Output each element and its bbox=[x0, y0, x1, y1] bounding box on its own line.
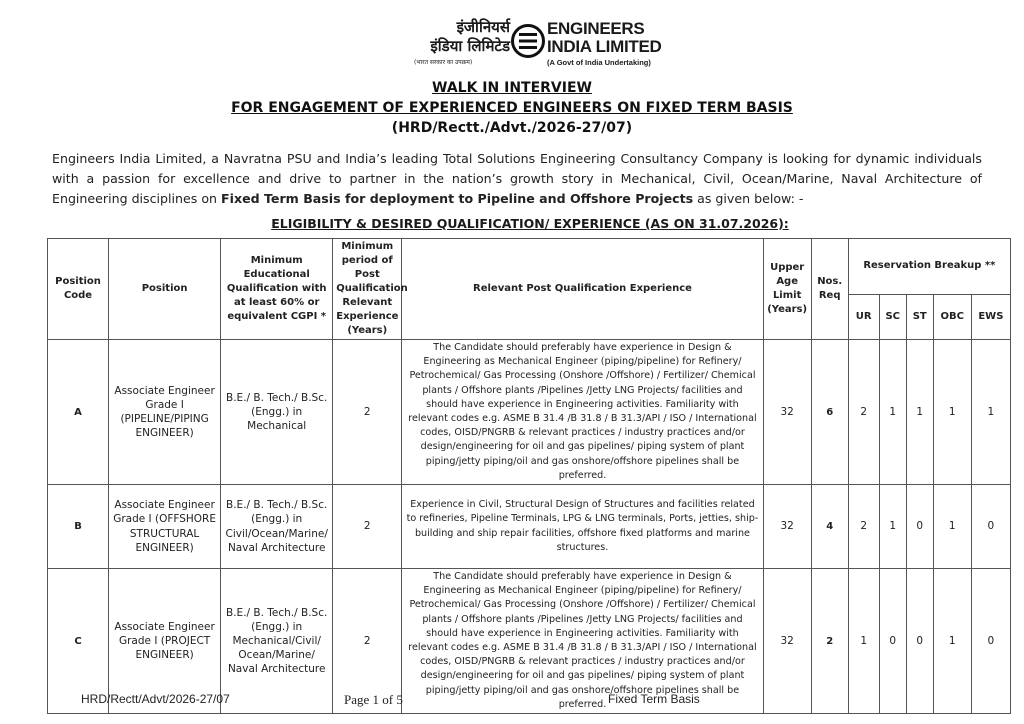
header-upper-age: Upper Age Limit (Years) bbox=[763, 239, 811, 340]
row-position-code: C bbox=[48, 569, 109, 714]
row-sc: 0 bbox=[879, 569, 906, 714]
row-qualification: B.E./ B. Tech./ B.Sc. (Engg.) in Mechanical/Civil/ Ocean/Marine/ Naval Architecture bbox=[221, 569, 333, 714]
row-experience: The Candidate should preferably have experience in Design & Engineering as Mechanical Engineer (piping/pipeline) for Refinery/ Petrochemical/ Gas Processing (Onshore /Offshore) / Fertilizer/ Chemical plants / Offshore plants /Pipelines /Jetty LNG Projects/ facilities and should have experience in Engineering activities. Familiarity with relevant codes e.g. ASME B 31.4 /B 31.8 / B 31.3/API / ISO / International codes, OISD/PNGRB & relevant practices / industry practices and/or design/engineering for oil and gas pipelines/ piping system of plant piping/jetty piping/oil and gas onshore/offshore pipelines shall be preferred. bbox=[402, 569, 763, 714]
row-qualification: B.E./ B. Tech./ B.Sc. (Engg.) in Mechanical bbox=[221, 340, 333, 485]
row-st: 0 bbox=[906, 485, 933, 569]
row-position-code: B bbox=[48, 485, 109, 569]
row-ews: 0 bbox=[971, 569, 1010, 714]
header-reservation: Reservation Breakup ** bbox=[848, 239, 1010, 295]
row-min-experience: 2 bbox=[333, 485, 402, 569]
logo-english-name bbox=[547, 20, 661, 56]
eligibility-table bbox=[47, 238, 1011, 714]
row-qualification: B.E./ B. Tech./ B.Sc. (Engg.) in Civil/Ocean/Marine/ Naval Architecture bbox=[221, 485, 333, 569]
header-obc: OBC bbox=[933, 294, 971, 339]
row-age-limit: 32 bbox=[763, 569, 811, 714]
company-logo bbox=[392, 18, 692, 70]
eligibility-heading: ELIGIBILITY & DESIRED QUALIFICATION/ EXPERIENCE (AS ON 31.07.2026): bbox=[271, 216, 789, 231]
row-obc: 1 bbox=[933, 569, 971, 714]
advertisement-reference: (HRD/Rectt./Advt./2026-27/07) bbox=[391, 120, 633, 136]
row-experience: Experience in Civil, Structural Design of Structures and facilities related to refineries, Pipeline Terminals, LPG & LNG terminals, Ports, jetties, ship-building and ship repair facilities, offshore fixed platforms and marine structures. bbox=[402, 485, 763, 569]
row-position: Associate Engineer Grade I (PIPELINE/PIPING ENGINEER) bbox=[109, 340, 221, 485]
row-position-code: A bbox=[48, 340, 109, 485]
intro-text: Engineers India Limited, a Navratna PSU and India’s leading Total Solutions Engineering Consultancy Company is looking for dynamic individuals with a passion for excellence and drive to partner in the nation’s growth story in Mechanical, Civil, Ocean/Marine, Naval Architecture of Engineering disciplines on bbox=[52, 151, 982, 206]
title-engagement: FOR ENGAGEMENT OF EXPERIENCED ENGINEERS ON FIXED TERM BASIS bbox=[231, 100, 793, 116]
intro-bold-text: Fixed Term Basis for deployment to Pipeline and Offshore Projects bbox=[221, 191, 694, 206]
title-walk-in: WALK IN INTERVIEW bbox=[432, 80, 592, 96]
logo-hindi-line2: इंडिया लिमिटेड bbox=[430, 37, 510, 55]
logo-english-tagline: (A Govt of India Undertaking) bbox=[547, 58, 651, 67]
row-obc: 1 bbox=[933, 340, 971, 485]
row-sc: 1 bbox=[879, 485, 906, 569]
header-ur: UR bbox=[848, 294, 879, 339]
row-st: 1 bbox=[906, 340, 933, 485]
intro-end-text: as given below: - bbox=[693, 191, 804, 206]
row-experience: The Candidate should preferably have experience in Design & Engineering as Mechanical Engineer (piping/pipeline) for Refinery/ Petrochemical/ Gas Processing (Onshore /Offshore) / Fertilizer/ Chemical plants / Offshore plants /Pipelines /Jetty LNG Projects/ facilities and should have experience in Engineering activities. Familiarity with relevant codes e.g. ASME B 31.4 /B 31.8 / B 31.3/API / ISO / International codes, OISD/PNGRB & relevant practices / industry practices and/or design/engineering for oil and gas pipelines/ piping system of plant piping/jetty piping/oil and gas onshore/offshore pipelines shall be preferred. bbox=[402, 340, 763, 485]
header-nos-req: Nos. Req bbox=[811, 239, 848, 340]
row-nos-req: 4 bbox=[811, 485, 848, 569]
row-ur: 1 bbox=[848, 569, 879, 714]
table-row bbox=[48, 485, 1011, 569]
row-ur: 2 bbox=[848, 340, 879, 485]
row-age-limit: 32 bbox=[763, 340, 811, 485]
row-nos-req: 2 bbox=[811, 569, 848, 714]
header-ews: EWS bbox=[971, 294, 1010, 339]
header-relevant-experience: Relevant Post Qualification Experience bbox=[402, 239, 763, 340]
row-age-limit: 32 bbox=[763, 485, 811, 569]
header-min-qualification: Minimum Educational Qualification with at least 60% or equivalent CGPI * bbox=[221, 239, 333, 340]
logo-english-line2: INDIA LIMITED bbox=[547, 37, 662, 56]
row-nos-req: 6 bbox=[811, 340, 848, 485]
row-st: 0 bbox=[906, 569, 933, 714]
footer-reference: HRD/Rectt/Advt/2026-27/07 bbox=[81, 692, 230, 706]
eil-emblem-icon bbox=[511, 24, 545, 58]
table-header-row bbox=[48, 239, 1011, 295]
footer-page-number: Page 1 of 5 bbox=[344, 692, 403, 707]
logo-hindi-name bbox=[392, 18, 510, 56]
row-ur: 2 bbox=[848, 485, 879, 569]
row-sc: 1 bbox=[879, 340, 906, 485]
footer-basis: Fixed Term Basis bbox=[608, 692, 700, 706]
logo-english-line1: ENGINEERS bbox=[547, 19, 645, 38]
row-obc: 1 bbox=[933, 485, 971, 569]
table-row bbox=[48, 340, 1011, 485]
logo-hindi-line1: इंजीनियर्स bbox=[456, 18, 510, 36]
row-ews: 0 bbox=[971, 485, 1010, 569]
row-ews: 1 bbox=[971, 340, 1010, 485]
row-min-experience: 2 bbox=[333, 569, 402, 714]
intro-paragraph bbox=[52, 149, 982, 209]
header-min-experience: Minimum period of Post Qualification Relevant Experience (Years) bbox=[333, 239, 402, 340]
row-min-experience: 2 bbox=[333, 340, 402, 485]
header-sc: SC bbox=[879, 294, 906, 339]
header-position: Position bbox=[109, 239, 221, 340]
row-position: Associate Engineer Grade I (PROJECT ENGINEER) bbox=[109, 569, 221, 714]
header-st: ST bbox=[906, 294, 933, 339]
logo-hindi-tagline: (भारत सरकार का उपक्रम) bbox=[414, 59, 473, 66]
header-position-code: Position Code bbox=[48, 239, 109, 340]
row-position: Associate Engineer Grade I (OFFSHORE STRUCTURAL ENGINEER) bbox=[109, 485, 221, 569]
